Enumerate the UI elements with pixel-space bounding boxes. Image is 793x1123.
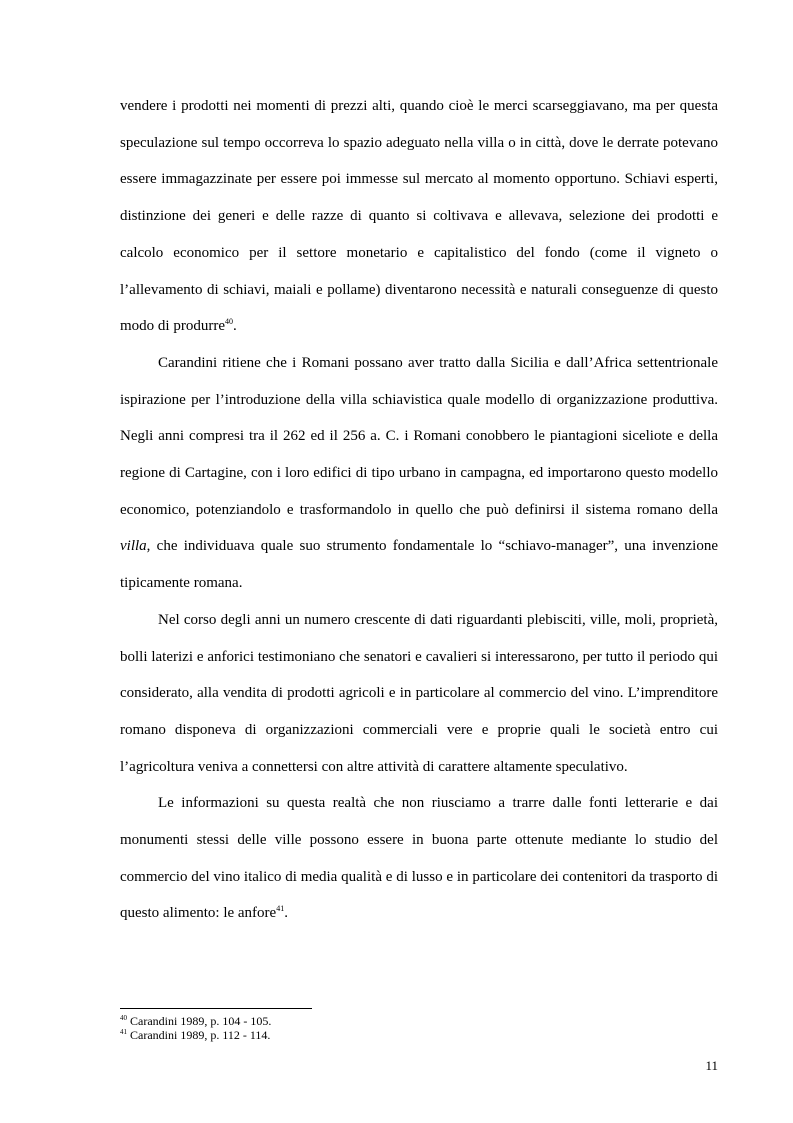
footnote-text: Carandini 1989, p. 112 - 114. (127, 1028, 271, 1042)
paragraph-4-text: Le informazioni su questa realtà che non riusciamo a trarre dalle fonti letterarie e dai monumenti stessi delle ville possono essere in buona parte ottenute mediante lo studio del commercio del vino italico di media qualità e di lusso e in particolare dei contenitori da trasporto di questo alimento: le anfore (120, 795, 718, 922)
footnote-41 (120, 1028, 718, 1042)
paragraph-4 (120, 785, 718, 932)
footnote-number: 41 (120, 1028, 127, 1036)
paragraph-2-text-a: Carandini ritiene che i Romani possano aver tratto dalla Sicilia e dall’Africa settentrionale ispirazione per l’introduzione della villa schiavistica quale modello di organizzazione produttiva. Negli anni compresi tra il 262 ed il 256 a. C. i Romani conobbero le piantagioni siceliote e della regione di Cartagine, con i loro edifici di tipo urbano in campagna, ed importarono questo modello economico, potenziandolo e trasformandolo in quello che può definirsi il sistema romano della (120, 354, 718, 518)
paragraph-1 (120, 88, 718, 345)
paragraph-3-text: Nel corso degli anni un numero crescente di dati riguardanti plebisciti, ville, moli, proprietà, bolli laterizi e anforici testimoniano che senatori e cavalieri si interessarono, per tutto il periodo qui considerato, alla vendita di prodotti agricoli e in particolare al commercio del vino. L’imprenditore romano disponeva di organizzazioni commerciali vere e proprie quali le società entro cui l’agricoltura veniva a connettersi con altre attività di carattere altamente speculativo. (120, 611, 718, 775)
footnote-number: 40 (120, 1014, 127, 1022)
footnote-40 (120, 1014, 718, 1028)
paragraph-4-end: . (284, 905, 288, 922)
footnote-text: Carandini 1989, p. 104 - 105. (127, 1014, 272, 1028)
footnote-ref-40[interactable]: 40 (224, 317, 233, 327)
body-text (120, 88, 718, 932)
paragraph-1-text: vendere i prodotti nei momenti di prezzi alti, quando cioè le merci scarseggiavano, ma per questa speculazione sul tempo occorreva lo spazio adeguato nella villa o in città, dove le derrate potevano essere immagazzinate per essere poi immesse sul mercato al momento opportuno. Schiavi esperti, distinzione dei generi e delle razze di quanto si coltivava e allevava, selezione dei prodotti e calcolo economico per il settore monetario e capitalistico del fondo (come il vigneto o l’allevamento di schiavi, maiali e pollame) diventarono necessità e naturali conseguenze di questo modo di produrre (120, 98, 718, 335)
footnote-divider (120, 1008, 312, 1009)
page-number: 11 (705, 1058, 718, 1073)
footnote-ref-41[interactable]: 41 (276, 904, 285, 914)
paragraph-3 (120, 602, 718, 786)
paragraph-1-end: . (232, 318, 237, 335)
paragraph-2 (120, 345, 718, 602)
paragraph-2-italic: villa (120, 538, 147, 555)
paragraph-2-text-b: , che individuava quale suo strumento fondamentale lo “schiavo-manager”, una invenzione tipicamente romana. (120, 538, 718, 592)
footnotes (120, 1014, 718, 1042)
